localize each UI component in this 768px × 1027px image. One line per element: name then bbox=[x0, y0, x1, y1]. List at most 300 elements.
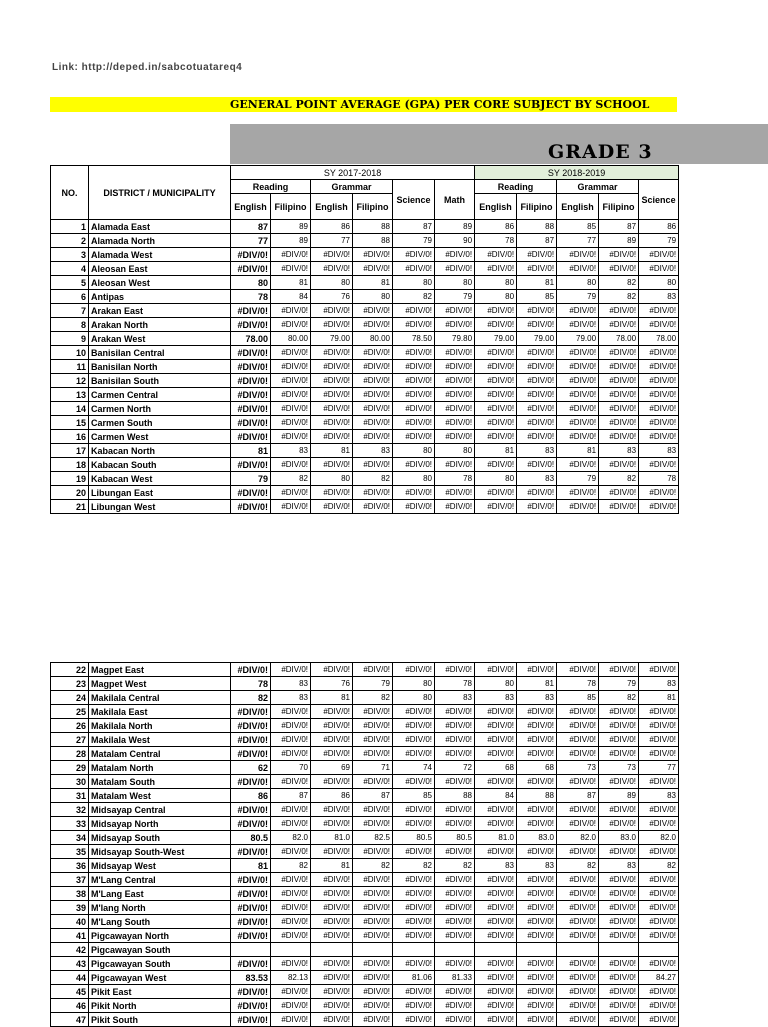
grade-cell: #DIV/0! bbox=[393, 663, 435, 677]
grade-cell: 82 bbox=[353, 859, 393, 873]
grade-cell bbox=[599, 943, 639, 957]
grade-cell: #DIV/0! bbox=[599, 346, 639, 360]
grade-cell: 81 bbox=[517, 276, 557, 290]
row-number: 23 bbox=[51, 677, 89, 691]
grade-cell: #DIV/0! bbox=[435, 999, 475, 1013]
grade-cell: #DIV/0! bbox=[599, 719, 639, 733]
grade-cell: #DIV/0! bbox=[353, 929, 393, 943]
grade-cell: #DIV/0! bbox=[599, 929, 639, 943]
grade-cell: #DIV/0! bbox=[475, 705, 517, 719]
grade-cell: 78 bbox=[231, 290, 271, 304]
grade-cell: #DIV/0! bbox=[435, 500, 475, 514]
grade-cell: #DIV/0! bbox=[517, 901, 557, 915]
grade-cell: #DIV/0! bbox=[353, 262, 393, 276]
grade-cell: 89 bbox=[599, 789, 639, 803]
grade-cell: 81 bbox=[475, 444, 517, 458]
row-number: 25 bbox=[51, 705, 89, 719]
grade-cell: #DIV/0! bbox=[435, 388, 475, 402]
grade-cell: #DIV/0! bbox=[557, 1013, 599, 1027]
grade-cell: #DIV/0! bbox=[475, 374, 517, 388]
row-number: 13 bbox=[51, 388, 89, 402]
grade-cell: #DIV/0! bbox=[231, 775, 271, 789]
grade-cell: #DIV/0! bbox=[475, 887, 517, 901]
grade-cell: #DIV/0! bbox=[393, 719, 435, 733]
table-row bbox=[51, 444, 679, 458]
grade-cell: 79.00 bbox=[475, 332, 517, 346]
district-name: Kabacan West bbox=[89, 472, 231, 486]
grade-cell: #DIV/0! bbox=[353, 733, 393, 747]
grade-cell: #DIV/0! bbox=[517, 873, 557, 887]
grade-cell: #DIV/0! bbox=[393, 262, 435, 276]
grade-cell: 78 bbox=[435, 472, 475, 486]
grade-cell: 79.00 bbox=[517, 332, 557, 346]
grade-cell bbox=[393, 943, 435, 957]
grade-cell: #DIV/0! bbox=[475, 663, 517, 677]
grade-cell: #DIV/0! bbox=[231, 817, 271, 831]
grade-cell: 79 bbox=[353, 677, 393, 691]
grade-cell: #DIV/0! bbox=[639, 388, 679, 402]
grade-cell: #DIV/0! bbox=[475, 416, 517, 430]
grade-cell: 83 bbox=[639, 677, 679, 691]
grade-cell: #DIV/0! bbox=[271, 388, 311, 402]
grade-cell: #DIV/0! bbox=[475, 915, 517, 929]
grade-cell: #DIV/0! bbox=[271, 719, 311, 733]
grade-cell: #DIV/0! bbox=[353, 346, 393, 360]
grade-cell: #DIV/0! bbox=[311, 733, 353, 747]
grade-cell: #DIV/0! bbox=[271, 985, 311, 999]
grade-cell: 81.0 bbox=[311, 831, 353, 845]
grade-cell: #DIV/0! bbox=[271, 957, 311, 971]
row-number: 19 bbox=[51, 472, 89, 486]
district-name: Banisilan Central bbox=[89, 346, 231, 360]
grade-cell: #DIV/0! bbox=[311, 845, 353, 859]
grade-cell: 78 bbox=[475, 234, 517, 248]
district-name: M'Lang East bbox=[89, 887, 231, 901]
district-name: Carmen Central bbox=[89, 388, 231, 402]
grade-cell: 81 bbox=[517, 677, 557, 691]
grade-cell: #DIV/0! bbox=[517, 845, 557, 859]
grade-cell bbox=[353, 943, 393, 957]
grade-cell: #DIV/0! bbox=[231, 248, 271, 262]
row-number: 1 bbox=[51, 220, 89, 234]
table-row bbox=[51, 234, 679, 248]
district-name: Midsayap North bbox=[89, 817, 231, 831]
grade-cell: #DIV/0! bbox=[311, 999, 353, 1013]
row-number: 14 bbox=[51, 402, 89, 416]
grade-cell: #DIV/0! bbox=[231, 747, 271, 761]
row-number: 45 bbox=[51, 985, 89, 999]
grade-cell: 87 bbox=[517, 234, 557, 248]
grade-cell: #DIV/0! bbox=[557, 248, 599, 262]
grade-cell: 83 bbox=[435, 691, 475, 705]
district-name: Makilala East bbox=[89, 705, 231, 719]
header-reading-1: Reading bbox=[231, 180, 311, 194]
grade-cell: #DIV/0! bbox=[639, 817, 679, 831]
grade-cell: 80 bbox=[393, 472, 435, 486]
grade-cell: 85 bbox=[557, 220, 599, 234]
grade-cell: 82.5 bbox=[353, 831, 393, 845]
row-number: 30 bbox=[51, 775, 89, 789]
grade-cell: #DIV/0! bbox=[435, 775, 475, 789]
table-row bbox=[51, 873, 679, 887]
grade-cell: 89 bbox=[435, 220, 475, 234]
row-number: 35 bbox=[51, 845, 89, 859]
grade-cell: #DIV/0! bbox=[599, 500, 639, 514]
grade-cell: 76 bbox=[311, 290, 353, 304]
grade-cell: #DIV/0! bbox=[517, 374, 557, 388]
district-name: M'Lang South bbox=[89, 915, 231, 929]
table-row bbox=[51, 999, 679, 1013]
table-row bbox=[51, 276, 679, 290]
grade-cell: #DIV/0! bbox=[599, 416, 639, 430]
grade-cell: 80.5 bbox=[393, 831, 435, 845]
grade-cell: #DIV/0! bbox=[353, 663, 393, 677]
grade-cell: 83 bbox=[271, 677, 311, 691]
grade-cell: 83 bbox=[639, 789, 679, 803]
grade-cell: #DIV/0! bbox=[271, 747, 311, 761]
grade-cell: #DIV/0! bbox=[475, 500, 517, 514]
grade-cell: 81.33 bbox=[435, 971, 475, 985]
grade-cell: 72 bbox=[435, 761, 475, 775]
grade-cell: #DIV/0! bbox=[231, 374, 271, 388]
district-name: Arakan West bbox=[89, 332, 231, 346]
grade-cell: #DIV/0! bbox=[517, 1013, 557, 1027]
grade-cell: #DIV/0! bbox=[557, 747, 599, 761]
grade-cell: 80 bbox=[311, 472, 353, 486]
header-district: DISTRICT / MUNICIPALITY bbox=[89, 166, 231, 220]
grade-cell: #DIV/0! bbox=[557, 817, 599, 831]
grade-cell: #DIV/0! bbox=[557, 957, 599, 971]
grade-cell: #DIV/0! bbox=[435, 747, 475, 761]
grade-cell: 81.0 bbox=[475, 831, 517, 845]
grade-cell: #DIV/0! bbox=[271, 374, 311, 388]
grade-cell: #DIV/0! bbox=[435, 817, 475, 831]
grade-cell: #DIV/0! bbox=[557, 388, 599, 402]
grade-cell: #DIV/0! bbox=[393, 775, 435, 789]
grade-cell: 82 bbox=[393, 859, 435, 873]
grade-cell: #DIV/0! bbox=[639, 500, 679, 514]
grade-cell bbox=[435, 943, 475, 957]
table-row bbox=[51, 803, 679, 817]
grade-cell: 80 bbox=[639, 276, 679, 290]
grade-cell: 81.06 bbox=[393, 971, 435, 985]
district-name: Aleosan West bbox=[89, 276, 231, 290]
table-row bbox=[51, 248, 679, 262]
grade-cell: #DIV/0! bbox=[517, 486, 557, 500]
grade-cell: 83 bbox=[517, 444, 557, 458]
table-row bbox=[51, 831, 679, 845]
row-number: 31 bbox=[51, 789, 89, 803]
row-number: 2 bbox=[51, 234, 89, 248]
header-english-2: English bbox=[311, 194, 353, 220]
grade-cell: #DIV/0! bbox=[311, 747, 353, 761]
grade-cell: #DIV/0! bbox=[353, 416, 393, 430]
grade-cell: 79 bbox=[639, 234, 679, 248]
grade-cell: #DIV/0! bbox=[639, 747, 679, 761]
grade-cell: #DIV/0! bbox=[475, 248, 517, 262]
grade-cell: #DIV/0! bbox=[353, 873, 393, 887]
grade-cell: #DIV/0! bbox=[557, 430, 599, 444]
grade-cell: #DIV/0! bbox=[599, 845, 639, 859]
grade-cell: #DIV/0! bbox=[475, 817, 517, 831]
grade-cell: #DIV/0! bbox=[517, 248, 557, 262]
table-row bbox=[51, 220, 679, 234]
grade-cell: #DIV/0! bbox=[557, 374, 599, 388]
grade-cell: #DIV/0! bbox=[517, 318, 557, 332]
grade-cell: #DIV/0! bbox=[517, 999, 557, 1013]
grade-cell: #DIV/0! bbox=[557, 416, 599, 430]
grade-cell: #DIV/0! bbox=[393, 999, 435, 1013]
header-english-4: English bbox=[557, 194, 599, 220]
grade-cell: #DIV/0! bbox=[353, 747, 393, 761]
grade-cell: 81 bbox=[271, 276, 311, 290]
row-number: 17 bbox=[51, 444, 89, 458]
grade-cell: #DIV/0! bbox=[393, 803, 435, 817]
grade-cell: 86 bbox=[311, 220, 353, 234]
grade-cell: #DIV/0! bbox=[599, 747, 639, 761]
grade-cell: #DIV/0! bbox=[517, 705, 557, 719]
grade-cell: #DIV/0! bbox=[517, 388, 557, 402]
grade-cell: 80 bbox=[393, 276, 435, 290]
header-filipino-1: Filipino bbox=[271, 194, 311, 220]
grade-cell: 68 bbox=[517, 761, 557, 775]
grade-cell: #DIV/0! bbox=[517, 985, 557, 999]
grade-cell: #DIV/0! bbox=[475, 901, 517, 915]
header-reading-2: Reading bbox=[475, 180, 557, 194]
grade-cell: #DIV/0! bbox=[517, 915, 557, 929]
grade-cell: #DIV/0! bbox=[475, 1013, 517, 1027]
district-name: Magpet West bbox=[89, 677, 231, 691]
grade-cell: #DIV/0! bbox=[557, 845, 599, 859]
district-name: Pikit East bbox=[89, 985, 231, 999]
grade-cell: 79 bbox=[557, 290, 599, 304]
grade-cell: #DIV/0! bbox=[599, 733, 639, 747]
grade-cell: #DIV/0! bbox=[271, 845, 311, 859]
grade-cell: #DIV/0! bbox=[231, 733, 271, 747]
grade-cell: #DIV/0! bbox=[599, 430, 639, 444]
table-row bbox=[51, 789, 679, 803]
grade-cell: 82 bbox=[231, 691, 271, 705]
table-row bbox=[51, 845, 679, 859]
grade-cell: #DIV/0! bbox=[311, 929, 353, 943]
grade-cell: #DIV/0! bbox=[311, 402, 353, 416]
grade-cell: #DIV/0! bbox=[353, 430, 393, 444]
row-number: 39 bbox=[51, 901, 89, 915]
grade-cell: #DIV/0! bbox=[517, 733, 557, 747]
grade-cell: 82 bbox=[435, 859, 475, 873]
grade-cell: #DIV/0! bbox=[311, 416, 353, 430]
grade-cell bbox=[517, 943, 557, 957]
grade-cell: #DIV/0! bbox=[393, 402, 435, 416]
grade-cell: #DIV/0! bbox=[393, 430, 435, 444]
grade-cell: #DIV/0! bbox=[435, 262, 475, 276]
grade-cell: #DIV/0! bbox=[599, 262, 639, 276]
grade-cell: #DIV/0! bbox=[639, 775, 679, 789]
grade-cell: 83.53 bbox=[231, 971, 271, 985]
grade-cell: 79.80 bbox=[435, 332, 475, 346]
grade-cell: #DIV/0! bbox=[271, 929, 311, 943]
grade-cell: #DIV/0! bbox=[435, 957, 475, 971]
grade-cell: 79.00 bbox=[557, 332, 599, 346]
grade-cell: #DIV/0! bbox=[271, 663, 311, 677]
grade-cell: #DIV/0! bbox=[231, 458, 271, 472]
grade-cell: #DIV/0! bbox=[599, 663, 639, 677]
grade-cell bbox=[271, 943, 311, 957]
table-row bbox=[51, 360, 679, 374]
district-name: M'lang North bbox=[89, 901, 231, 915]
grade-cell: #DIV/0! bbox=[475, 262, 517, 276]
grade-cell: 84.27 bbox=[639, 971, 679, 985]
grade-cell: #DIV/0! bbox=[271, 901, 311, 915]
grade-cell: #DIV/0! bbox=[435, 304, 475, 318]
grade-cell: #DIV/0! bbox=[393, 374, 435, 388]
row-number: 22 bbox=[51, 663, 89, 677]
row-number: 33 bbox=[51, 817, 89, 831]
grade-cell: 83.0 bbox=[517, 831, 557, 845]
grade-cell: #DIV/0! bbox=[557, 318, 599, 332]
grade-cell: #DIV/0! bbox=[231, 999, 271, 1013]
grade-cell: #DIV/0! bbox=[599, 971, 639, 985]
grade-cell: #DIV/0! bbox=[231, 262, 271, 276]
grade-cell: #DIV/0! bbox=[271, 416, 311, 430]
grade-cell: #DIV/0! bbox=[475, 486, 517, 500]
row-number: 21 bbox=[51, 500, 89, 514]
grade-cell: 73 bbox=[557, 761, 599, 775]
grade-cell: #DIV/0! bbox=[231, 929, 271, 943]
grade-cell: 81 bbox=[311, 691, 353, 705]
grade-cell: 80 bbox=[311, 276, 353, 290]
grade-cell: #DIV/0! bbox=[353, 458, 393, 472]
grade-cell: 82 bbox=[599, 691, 639, 705]
grade-cell: 88 bbox=[517, 220, 557, 234]
grade-cell: 86 bbox=[639, 220, 679, 234]
grade-cell: #DIV/0! bbox=[639, 705, 679, 719]
grade-cell: #DIV/0! bbox=[599, 248, 639, 262]
grade-cell: 73 bbox=[599, 761, 639, 775]
grade-cell: #DIV/0! bbox=[231, 915, 271, 929]
grade-cell: 84 bbox=[475, 789, 517, 803]
district-name: M'Lang Central bbox=[89, 873, 231, 887]
grade-cell: #DIV/0! bbox=[353, 901, 393, 915]
grade-cell: 80.00 bbox=[271, 332, 311, 346]
grade-cell: #DIV/0! bbox=[517, 304, 557, 318]
grade-cell: 79 bbox=[393, 234, 435, 248]
page-title: GENERAL POINT AVERAGE (GPA) PER CORE SUBJECT BY SCHOOL bbox=[230, 98, 650, 111]
header-sy-2018-2019: SY 2018-2019 bbox=[475, 166, 679, 180]
grade-cell: #DIV/0! bbox=[557, 719, 599, 733]
table-row bbox=[51, 887, 679, 901]
grade-cell: #DIV/0! bbox=[599, 1013, 639, 1027]
row-number: 20 bbox=[51, 486, 89, 500]
grade-cell: 82 bbox=[271, 859, 311, 873]
grade-cell: #DIV/0! bbox=[271, 486, 311, 500]
grade-cell: #DIV/0! bbox=[231, 887, 271, 901]
row-number: 15 bbox=[51, 416, 89, 430]
grade-cell: 87 bbox=[271, 789, 311, 803]
grade-cell: #DIV/0! bbox=[393, 486, 435, 500]
grade-cell: #DIV/0! bbox=[393, 929, 435, 943]
grade-cell: #DIV/0! bbox=[353, 1013, 393, 1027]
grade-cell: #DIV/0! bbox=[311, 971, 353, 985]
table-row bbox=[51, 486, 679, 500]
grade-cell: 78.00 bbox=[231, 332, 271, 346]
grade-cell: #DIV/0! bbox=[311, 500, 353, 514]
grade-cell: #DIV/0! bbox=[353, 500, 393, 514]
grade-cell: #DIV/0! bbox=[435, 430, 475, 444]
grade-cell: #DIV/0! bbox=[311, 430, 353, 444]
table-row bbox=[51, 472, 679, 486]
district-name: Banisilan North bbox=[89, 360, 231, 374]
grade-cell: #DIV/0! bbox=[231, 318, 271, 332]
grade-cell: #DIV/0! bbox=[271, 248, 311, 262]
grade-cell: #DIV/0! bbox=[475, 803, 517, 817]
grade-cell: #DIV/0! bbox=[435, 915, 475, 929]
grade-cell: #DIV/0! bbox=[311, 803, 353, 817]
grade-cell: 81 bbox=[639, 691, 679, 705]
grade-cell: 83 bbox=[639, 444, 679, 458]
grade-cell: #DIV/0! bbox=[231, 663, 271, 677]
grade-cell: #DIV/0! bbox=[435, 985, 475, 999]
grade-cell: #DIV/0! bbox=[311, 873, 353, 887]
grade-cell: #DIV/0! bbox=[557, 705, 599, 719]
grade-cell: 83 bbox=[271, 444, 311, 458]
grade-cell: 82.13 bbox=[271, 971, 311, 985]
grade-cell: #DIV/0! bbox=[475, 873, 517, 887]
grade-cell: 77 bbox=[639, 761, 679, 775]
grade-cell: 80 bbox=[475, 472, 517, 486]
grade-cell: 78.00 bbox=[639, 332, 679, 346]
grade-cell: #DIV/0! bbox=[393, 458, 435, 472]
grade-cell: #DIV/0! bbox=[271, 705, 311, 719]
grade-cell: #DIV/0! bbox=[231, 304, 271, 318]
grade-cell: 90 bbox=[435, 234, 475, 248]
table-row bbox=[51, 901, 679, 915]
grade-cell: #DIV/0! bbox=[353, 705, 393, 719]
grade-cell: #DIV/0! bbox=[311, 705, 353, 719]
grade-cell: #DIV/0! bbox=[353, 374, 393, 388]
grade-cell: #DIV/0! bbox=[311, 775, 353, 789]
table-row bbox=[51, 318, 679, 332]
grade-cell: #DIV/0! bbox=[271, 999, 311, 1013]
grade-cell: #DIV/0! bbox=[557, 500, 599, 514]
grade-cell: #DIV/0! bbox=[517, 971, 557, 985]
grade-cell: 80 bbox=[435, 444, 475, 458]
grade-cell: #DIV/0! bbox=[599, 817, 639, 831]
grade-cell: #DIV/0! bbox=[557, 458, 599, 472]
grade-cell: #DIV/0! bbox=[231, 901, 271, 915]
grade-cell: 82 bbox=[353, 472, 393, 486]
row-number: 16 bbox=[51, 430, 89, 444]
grade-cell: #DIV/0! bbox=[311, 346, 353, 360]
grade-cell: 80 bbox=[475, 677, 517, 691]
grade-cell: #DIV/0! bbox=[353, 248, 393, 262]
table-row bbox=[51, 332, 679, 346]
grade-cell: #DIV/0! bbox=[311, 887, 353, 901]
grade-cell: #DIV/0! bbox=[517, 346, 557, 360]
grade-cell: 88 bbox=[353, 234, 393, 248]
district-name: Carmen South bbox=[89, 416, 231, 430]
district-name: Alamada West bbox=[89, 248, 231, 262]
grade-cell: #DIV/0! bbox=[393, 733, 435, 747]
table-row bbox=[51, 719, 679, 733]
grade-cell: #DIV/0! bbox=[639, 374, 679, 388]
grade-cell: #DIV/0! bbox=[231, 360, 271, 374]
grade-cell: 83 bbox=[517, 691, 557, 705]
grade-cell: #DIV/0! bbox=[435, 360, 475, 374]
grade-cell: #DIV/0! bbox=[475, 430, 517, 444]
grade-cell: #DIV/0! bbox=[353, 845, 393, 859]
title-banner bbox=[50, 97, 677, 112]
